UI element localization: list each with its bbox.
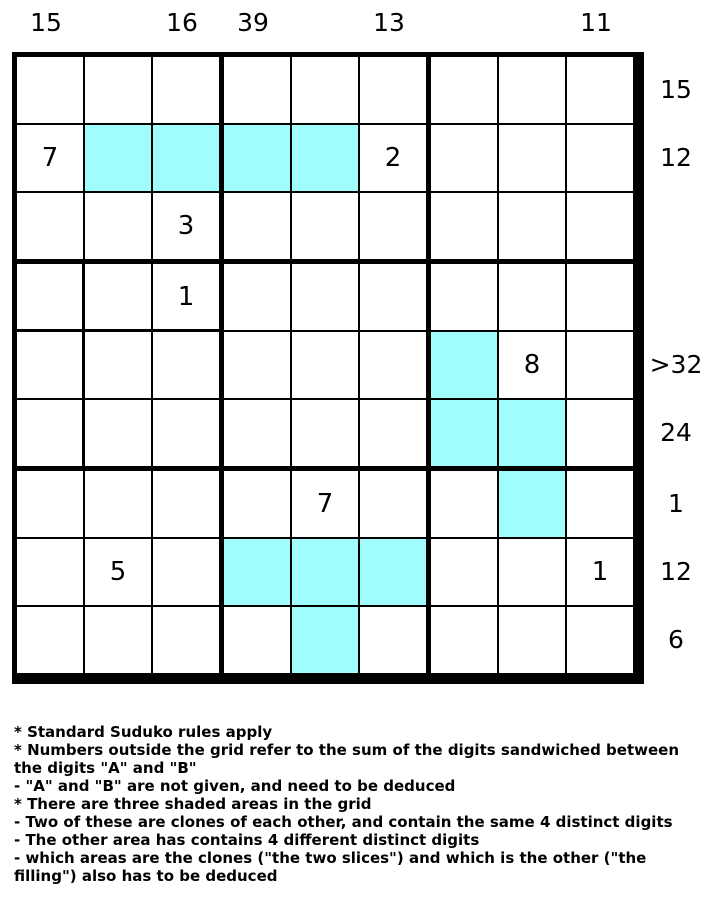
right-clue-row-8: 12 — [660, 557, 692, 586]
cell-r9c8[interactable] — [499, 607, 565, 673]
cell-r6c6[interactable] — [360, 400, 426, 466]
cell-r8c3[interactable] — [153, 539, 219, 605]
cell-r3c7[interactable] — [431, 193, 497, 259]
cell-r1c5[interactable] — [292, 57, 358, 123]
cell-r4c1[interactable] — [17, 264, 83, 330]
cell-r2c9[interactable] — [567, 125, 633, 191]
cell-r4c7[interactable] — [431, 264, 497, 330]
cell-r9c1[interactable] — [17, 607, 83, 673]
cell-r3c1[interactable] — [17, 193, 83, 259]
right-clue-row-5: >32 — [649, 350, 703, 379]
cell-r1c7[interactable] — [431, 57, 497, 123]
rule-line: - Two of these are clones of each other, and contain the same 4 distinct digits — [14, 813, 673, 831]
rule-line: - The other area has contains 4 different distinct digits — [14, 831, 480, 849]
sudoku-grid — [12, 52, 644, 684]
cell-r1c1[interactable] — [17, 57, 83, 123]
cell-r2c5[interactable] — [292, 125, 358, 191]
cell-r2c4[interactable] — [224, 125, 290, 191]
rule-line: - "A" and "B" are not given, and need to be deduced — [14, 777, 456, 795]
inner-border-horizontal — [17, 329, 223, 332]
cell-r8c7[interactable] — [431, 539, 497, 605]
cell-r7c4[interactable] — [224, 471, 290, 537]
cell-r1c4[interactable] — [224, 57, 290, 123]
cell-r7c6[interactable] — [360, 471, 426, 537]
right-clue-row-6: 24 — [660, 418, 692, 447]
cell-r6c3[interactable] — [153, 400, 219, 466]
cell-r3c3[interactable]: 3 — [153, 193, 219, 259]
cell-r5c7[interactable] — [431, 332, 497, 398]
inner-border-vertical — [82, 264, 85, 470]
top-clue-col-6: 13 — [373, 8, 405, 37]
cell-r2c8[interactable] — [499, 125, 565, 191]
cell-r5c5[interactable] — [292, 332, 358, 398]
cell-r2c2[interactable] — [85, 125, 151, 191]
cell-r9c6[interactable] — [360, 607, 426, 673]
cell-r4c2[interactable] — [85, 264, 151, 330]
cell-r6c5[interactable] — [292, 400, 358, 466]
top-clue-col-4: 39 — [237, 8, 269, 37]
right-clue-row-9: 6 — [668, 625, 684, 654]
cell-r5c2[interactable] — [85, 332, 151, 398]
cell-r2c7[interactable] — [431, 125, 497, 191]
top-clue-col-1: 15 — [30, 8, 62, 37]
cell-r7c1[interactable] — [17, 471, 83, 537]
cell-r5c3[interactable] — [153, 332, 219, 398]
cell-r8c6[interactable] — [360, 539, 426, 605]
cell-r8c9[interactable]: 1 — [567, 539, 633, 605]
cell-r3c4[interactable] — [224, 193, 290, 259]
cell-r7c2[interactable] — [85, 471, 151, 537]
cell-r6c2[interactable] — [85, 400, 151, 466]
cell-r5c6[interactable] — [360, 332, 426, 398]
cell-r3c2[interactable] — [85, 193, 151, 259]
cell-r9c2[interactable] — [85, 607, 151, 673]
cell-r8c1[interactable] — [17, 539, 83, 605]
cell-r4c3[interactable]: 1 — [153, 264, 219, 330]
cell-r9c4[interactable] — [224, 607, 290, 673]
cell-r5c4[interactable] — [224, 332, 290, 398]
cell-r8c4[interactable] — [224, 539, 290, 605]
cell-r3c8[interactable] — [499, 193, 565, 259]
cell-r2c3[interactable] — [153, 125, 219, 191]
cell-r7c3[interactable] — [153, 471, 219, 537]
right-clue-row-1: 15 — [660, 75, 692, 104]
right-clue-row-2: 12 — [660, 143, 692, 172]
cell-r6c8[interactable] — [499, 400, 565, 466]
cell-r4c4[interactable] — [224, 264, 290, 330]
cell-r4c9[interactable] — [567, 264, 633, 330]
right-clue-row-7: 1 — [668, 489, 684, 518]
rule-line: * Numbers outside the grid refer to the sum of the digits sandwiched between the digits "A" and "B" — [14, 741, 680, 777]
rule-line: * There are three shaded areas in the grid — [14, 795, 372, 813]
cell-r9c7[interactable] — [431, 607, 497, 673]
cell-r5c8[interactable]: 8 — [499, 332, 565, 398]
cell-r7c7[interactable] — [431, 471, 497, 537]
cell-r7c9[interactable] — [567, 471, 633, 537]
cell-r1c3[interactable] — [153, 57, 219, 123]
cell-r4c8[interactable] — [499, 264, 565, 330]
rule-line: * Standard Suduko rules apply — [14, 723, 273, 741]
cell-r8c2[interactable]: 5 — [85, 539, 151, 605]
cell-r8c8[interactable] — [499, 539, 565, 605]
cell-r8c5[interactable] — [292, 539, 358, 605]
cell-r6c9[interactable] — [567, 400, 633, 466]
cell-r6c4[interactable] — [224, 400, 290, 466]
cell-r1c9[interactable] — [567, 57, 633, 123]
rule-line: - which areas are the clones ("the two slices") and which is the other ("the filling") also has to be deduced — [14, 849, 647, 885]
cell-r5c1[interactable] — [17, 332, 83, 398]
cell-r2c6[interactable]: 2 — [360, 125, 426, 191]
cell-r6c1[interactable] — [17, 400, 83, 466]
cell-r7c5[interactable]: 7 — [292, 471, 358, 537]
rules-text — [14, 723, 694, 885]
cell-r1c8[interactable] — [499, 57, 565, 123]
cell-r9c3[interactable] — [153, 607, 219, 673]
cell-r3c5[interactable] — [292, 193, 358, 259]
top-clue-col-9: 11 — [580, 8, 612, 37]
cell-r2c1[interactable]: 7 — [17, 125, 83, 191]
cell-r4c5[interactable] — [292, 264, 358, 330]
cell-r5c9[interactable] — [567, 332, 633, 398]
cell-r9c5[interactable] — [292, 607, 358, 673]
cell-r3c9[interactable] — [567, 193, 633, 259]
cell-r1c6[interactable] — [360, 57, 426, 123]
cell-r3c6[interactable] — [360, 193, 426, 259]
cell-r1c2[interactable] — [85, 57, 151, 123]
cell-r9c9[interactable] — [567, 607, 633, 673]
cell-r4c6[interactable] — [360, 264, 426, 330]
cell-r7c8[interactable] — [499, 471, 565, 537]
top-clue-col-3: 16 — [166, 8, 198, 37]
cell-r6c7[interactable] — [431, 400, 497, 466]
